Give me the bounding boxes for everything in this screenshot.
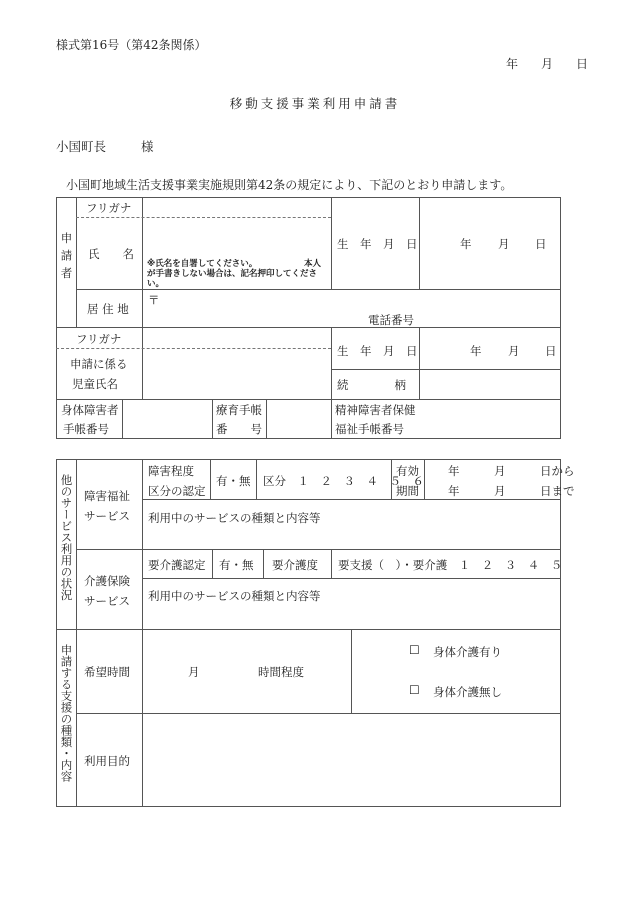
mental-handbook-label-2: 福祉手帳番号 bbox=[335, 422, 404, 436]
child-name-label-2: 児童氏名 bbox=[72, 377, 118, 391]
option-without-label: 身体介護無し bbox=[433, 685, 502, 699]
care-label-1: 介護保険 bbox=[84, 574, 130, 588]
child-birth-year: 年 bbox=[470, 344, 482, 358]
child-birth-day: 日 bbox=[545, 344, 557, 358]
care-level-options: 要支援（ ）・要介護 １ ２ ３ ４ ５ bbox=[338, 558, 563, 572]
date-year: 年 bbox=[506, 57, 519, 71]
divider bbox=[331, 327, 332, 439]
divider bbox=[210, 459, 211, 499]
applicant-section-label: 申請者 bbox=[59, 232, 74, 285]
divider bbox=[331, 369, 561, 370]
applicant-birth-day: 日 bbox=[535, 237, 547, 251]
child-furigana-label: フリガナ bbox=[76, 332, 122, 346]
divider bbox=[212, 549, 213, 578]
child-birth-month: 月 bbox=[508, 344, 520, 358]
divider bbox=[351, 629, 352, 713]
divider bbox=[212, 399, 213, 439]
option-with-checkbox[interactable]: ☐ bbox=[409, 643, 420, 657]
applicant-address-label: 居 住 地 bbox=[87, 302, 129, 316]
valid-label-1: 有効 bbox=[396, 464, 419, 478]
divider bbox=[56, 327, 561, 328]
ryoiku-handbook-label-2: 番 号 bbox=[216, 422, 262, 436]
applicant-birth-year: 年 bbox=[460, 237, 472, 251]
child-name-label-1: 申請に係る bbox=[70, 357, 128, 371]
divider bbox=[76, 289, 561, 290]
class-options: 区分 １ ２ ３ ４ ５ ６ bbox=[263, 474, 424, 488]
degree-label-2: 区分の認定 bbox=[148, 484, 206, 498]
divider bbox=[331, 549, 332, 578]
care-level-label: 要介護度 bbox=[272, 558, 318, 572]
divider bbox=[419, 327, 420, 399]
divider bbox=[142, 197, 143, 399]
purpose-label: 利用目的 bbox=[84, 754, 130, 768]
degree-yes-no: 有・無 bbox=[216, 474, 251, 488]
hours-label: 希望時間 bbox=[84, 665, 130, 679]
welfare-usage-label: 利用中のサービスの種類と内容等 bbox=[148, 511, 321, 525]
divider bbox=[256, 459, 257, 499]
applicant-birth-month: 月 bbox=[498, 237, 510, 251]
applicant-table bbox=[56, 197, 561, 439]
welfare-label-1: 障害福祉 bbox=[84, 489, 130, 503]
date-month: 月 bbox=[541, 57, 554, 71]
care-label-2: サービス bbox=[84, 594, 130, 608]
divider bbox=[56, 629, 561, 630]
divider bbox=[76, 217, 331, 218]
applicant-birth-label: 生 年 月 日 bbox=[337, 237, 418, 251]
applicant-furigana-label: フリガナ bbox=[86, 201, 132, 215]
divider bbox=[56, 348, 331, 349]
divider bbox=[76, 459, 77, 807]
divider bbox=[122, 399, 123, 439]
divider bbox=[76, 713, 561, 714]
divider bbox=[76, 549, 561, 550]
divider bbox=[142, 499, 561, 500]
physical-handbook-label-2: 手帳番号 bbox=[63, 422, 109, 436]
applicant-name-label: 氏 名 bbox=[88, 247, 134, 261]
other-services-section-label: 他のサービス利用の状況 bbox=[59, 474, 74, 601]
divider bbox=[263, 549, 264, 578]
child-relation-label: 続 柄 bbox=[337, 378, 406, 392]
divider bbox=[142, 459, 143, 807]
physical-handbook-label-1: 身体障害者 bbox=[61, 403, 119, 417]
addressee-honorific: 様 bbox=[141, 139, 154, 154]
valid-from: 年 月 日から bbox=[448, 464, 575, 478]
divider bbox=[56, 399, 561, 400]
divider bbox=[331, 197, 332, 289]
divider bbox=[424, 459, 425, 499]
intro-text: 小国町地域生活支援事業実施規則第42条の規定により、下記のとおり申請します。 bbox=[66, 178, 513, 192]
care-usage-label: 利用中のサービスの種類と内容等 bbox=[148, 589, 321, 603]
valid-to: 年 月 日まで bbox=[448, 484, 575, 498]
addressee: 小国町長 bbox=[56, 139, 107, 154]
option-without-checkbox[interactable]: ☐ bbox=[409, 683, 420, 697]
applicant-name-note: ※氏名を自署してください。 本人が手書きしない場合は、記名押印してください。 bbox=[147, 259, 322, 289]
postal-mark: 〒 bbox=[148, 293, 160, 307]
request-section-label: 申請する支援の種類・内容 bbox=[59, 644, 74, 782]
mental-handbook-label-1: 精神障害者保健 bbox=[335, 403, 416, 417]
phone-label: 電話番号 bbox=[368, 313, 414, 327]
divider bbox=[142, 578, 561, 579]
divider bbox=[266, 399, 267, 439]
hours-month: 月 bbox=[188, 665, 200, 679]
ryoiku-handbook-label-1: 療育手帳 bbox=[216, 403, 262, 417]
care-cert-label: 要介護認定 bbox=[148, 558, 206, 572]
valid-label-2: 期間 bbox=[396, 484, 419, 498]
degree-label-1: 障害程度 bbox=[148, 464, 194, 478]
date-day: 日 bbox=[576, 57, 589, 71]
care-yes-no: 有・無 bbox=[219, 558, 254, 572]
option-with-label: 身体介護有り bbox=[433, 645, 502, 659]
hours-amount: 時間程度 bbox=[258, 665, 304, 679]
form-number: 様式第16号（第42条関係） bbox=[56, 38, 207, 52]
welfare-label-2: サービス bbox=[84, 509, 130, 523]
child-birth-label: 生 年 月 日 bbox=[337, 344, 418, 358]
divider bbox=[419, 197, 420, 289]
document-title: 移動支援事業利用申請書 bbox=[229, 96, 401, 111]
